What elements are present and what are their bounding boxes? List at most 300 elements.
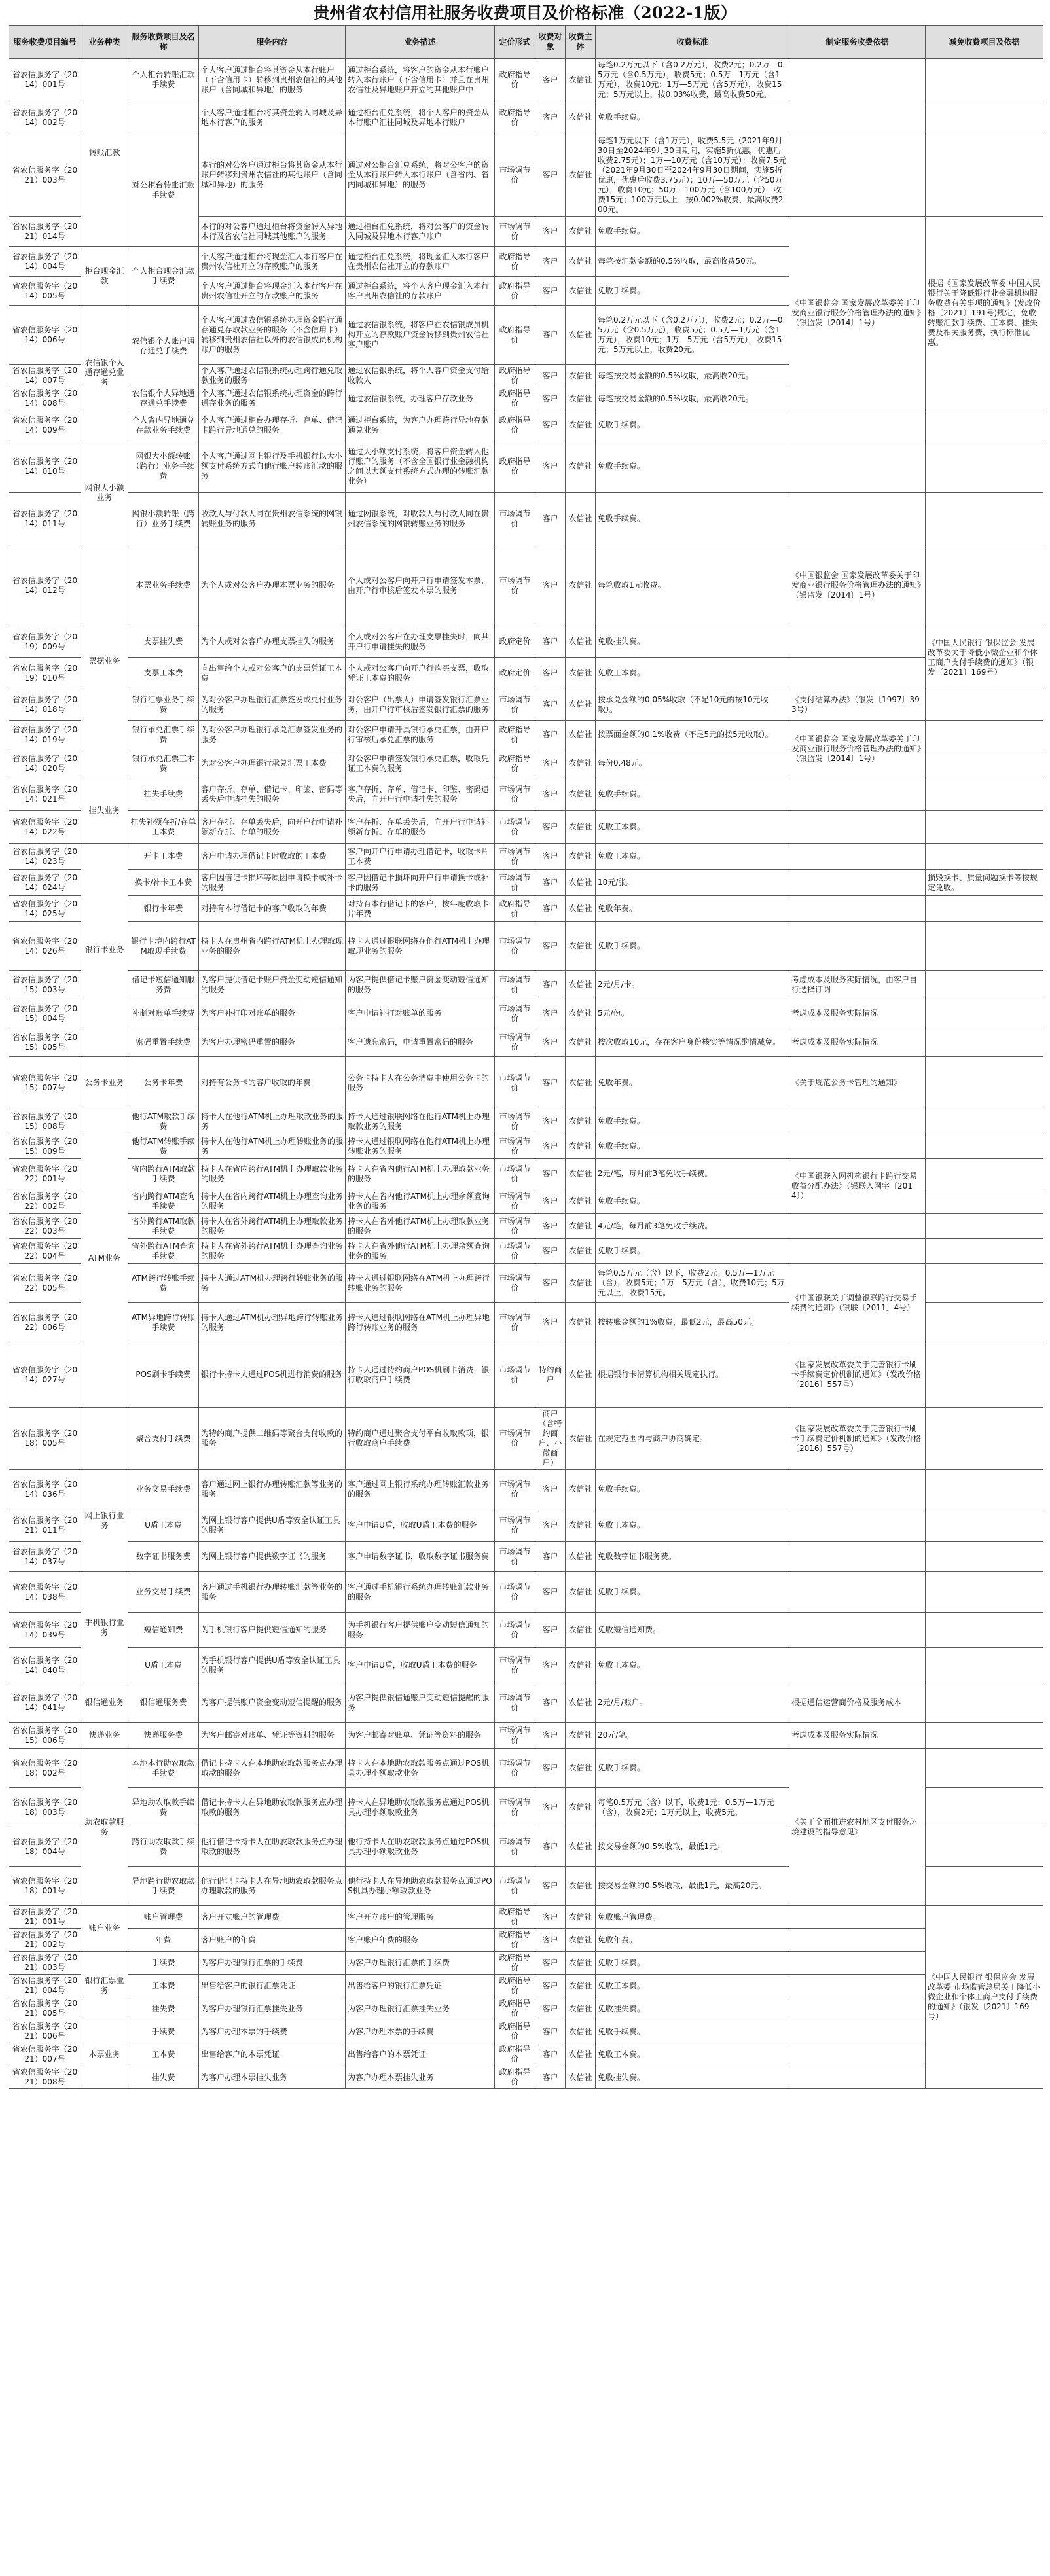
pricing-form-cell: 市场调节价 [495,545,535,626]
table-row [9,1109,1043,1134]
pricing-basis-cell: 《中国银监会 国家发展改革委关于印发商业银行服务价格管理办法的通知》（银监发〔2014〕1号） [789,545,926,626]
pricing-form-cell: 市场调节价 [495,971,535,999]
fee-id-cell: 省农信服务字（2019）009号 [9,626,81,658]
waiver-basis-cell [926,1572,1043,1613]
waiver-basis-cell: 根据《国家发展改革委 中国人民银行关于降低银行业金融机构服务收费有关事项的通知》(发改价格〔2021〕191号)规定，免收转账汇款手续费、工本费、挂失费及相关服务费，执行标准优惠。 [926,217,1043,410]
pricing-basis-cell: 《关于规范公务卡管理的通知》 [789,1057,926,1109]
waiver-basis-cell [926,545,1043,626]
charge-object-cell: 客户 [535,1303,566,1342]
charge-subject-cell: 农信社 [566,1028,596,1057]
pricing-form-cell: 市场调节价 [495,922,535,971]
charge-object-cell: 客户 [535,217,566,247]
charge-subject-cell: 农信社 [566,658,596,689]
business-desc-cell: 客户申请数字证书，收取数字证书服务费 [346,1542,495,1572]
waiver-basis-cell [926,1867,1043,1906]
charge-object-cell: 客户 [535,1028,566,1057]
charge-subject-cell: 农信社 [566,896,596,922]
pricing-basis-cell: 《关于全面推进农村地区支付服务环境建设的指导意见》 [789,1749,926,1906]
table-row [9,1749,1043,1788]
charge-subject-cell: 农信社 [566,1749,596,1788]
pricing-form-cell: 政府定价 [495,658,535,689]
charge-object-cell: 客户 [535,896,566,922]
table-row [9,545,1043,626]
business-desc-cell: 对持有本行借记卡的客户，按年度收取卡片年费 [346,896,495,922]
fee-id-cell: 省农信服务字（2021）007号 [9,2043,81,2066]
business-desc-cell: 对公客户申请签发银行承兑汇票，收取凭证工本费的服务 [346,749,495,778]
waiver-basis-cell [926,1342,1043,1408]
fee-standard-cell: 免收手续费。 [596,1134,789,1159]
charge-object-cell: 客户 [535,440,566,493]
fee-standard-cell: 免收挂失费。 [596,1997,789,2020]
business-type-cell: 柜台现金汇款 [81,247,128,306]
service-content-cell: 借记卡持卡人在本地助农取款服务点办理取款的服务 [199,1749,346,1788]
fee-id-cell: 省农信服务字（2022）004号 [9,1239,81,1264]
fee-id-cell: 省农信服务字（2014）018号 [9,689,81,721]
fee-name-cell: 换卡/补卡工本费 [128,870,199,896]
charge-subject-cell: 农信社 [566,1239,596,1264]
pricing-form-cell: 市场调节价 [495,217,535,247]
business-desc-cell: 持卡人通过银联网络在ATM机上办理异地跨行转账业务的服务 [346,1303,495,1342]
pricing-basis-cell: 《中国银监会 国家发展改革委关于印发商业银行服务价格管理办法的通知》（银监发〔2014〕1号） [789,721,926,778]
business-desc-cell: 持卡人通过特约商户POS机刷卡消费，银行收取商户手续费 [346,1342,495,1408]
business-desc-cell: 客户遗忘密码，申请重置密码的服务 [346,1028,495,1057]
business-type-cell: 票据业务 [81,545,128,778]
charge-object-cell: 客户 [535,721,566,749]
charge-subject-cell: 农信社 [566,1057,596,1109]
fee-name-cell: 银行卡境内跨行ATM取现手续费 [128,922,199,971]
table-row [9,971,1043,999]
business-type-cell: 公务卡业务 [81,1057,128,1109]
fee-name-cell: 公务卡年费 [128,1057,199,1109]
pricing-form-cell: 政府指导价 [495,896,535,922]
fee-name-cell: 业务交易手续费 [128,1470,199,1509]
business-desc-cell: 通过柜台汇兑系统，将个人客户的资金从本行账户汇往同城及异地本行账户 [346,101,495,134]
fee-standard-cell: 免收年费。 [596,1929,789,1952]
pricing-form-cell: 市场调节价 [495,1613,535,1648]
fee-standard-cell: 免收工本费。 [596,658,789,689]
fee-id-cell: 省农信服务字（2014）036号 [9,1470,81,1509]
pricing-basis-cell [789,2066,926,2089]
business-desc-cell: 客户申请U盾，收取U盾工本费的服务 [346,1648,495,1683]
table-row [9,59,1043,101]
service-content-cell: 为个人或对公客户办理本票业务的服务 [199,545,346,626]
service-content-cell: 对持有公务卡的客户收取的年费 [199,1057,346,1109]
waiver-basis-cell [926,1723,1043,1749]
fee-name-cell: 异地助农取款手续费 [128,1788,199,1827]
pricing-basis-cell: 考虑成本及服务实际情况 [789,999,926,1028]
business-desc-cell: 通过大小额支付系统，将客户资金转入他行账户的服务（不含全国银行业金融机构之间以大额支付系统方式办理的转账汇款业务） [346,440,495,493]
service-content-cell: 为客户提供账户资金变动短信提醒的服务 [199,1683,346,1723]
business-desc-cell: 通过对公柜台汇兑系统，将对公客户的资金从本行账户转入本行账户（含省内、省内同城和异地）的服务 [346,134,495,217]
charge-object-cell: 客户 [535,1189,566,1214]
charge-subject-cell: 农信社 [566,1509,596,1542]
pricing-basis-cell [789,1952,926,1975]
business-desc-cell: 持卡人在本地助农取款服务点通过POS机具办理小额取款业务 [346,1749,495,1788]
charge-object-cell: 客户 [535,306,566,365]
service-content-cell: 为手机银行客户提供U盾等安全认证工具的服务 [199,1648,346,1683]
header-cell: 收费主体 [566,26,596,59]
table-row [9,1572,1043,1613]
header-row [9,26,1043,59]
fee-standard-cell: 免收手续费。 [596,1470,789,1509]
service-content-cell: 为客户邮寄对账单、凭证等资料的服务 [199,1723,346,1749]
business-desc-cell: 为客户办理本票挂失业务 [346,2066,495,2089]
pricing-form-cell: 市场调节价 [495,844,535,870]
fee-id-cell: 省农信服务字（2021）003号 [9,134,81,217]
fee-standard-cell: 免收手续费。 [596,410,789,440]
fee-name-cell: 个人柜台现金汇款手续费 [128,247,199,306]
charge-object-cell: 客户 [535,2020,566,2043]
fee-standard-cell: 免收工本费。 [596,2043,789,2066]
pricing-basis-cell: 考虑成本及服务实际情况 [789,1723,926,1749]
business-desc-cell: 持卡人通过银联网络在他行ATM机上办理转账业务的服务 [346,1134,495,1159]
business-desc-cell: 客户申请U盾，收取U盾工本费的服务 [346,1509,495,1542]
service-content-cell: 为网上银行客户提供数字证书的服务 [199,1542,346,1572]
waiver-basis-cell [926,811,1043,844]
pricing-form-cell: 市场调节价 [495,1572,535,1613]
fee-standard-cell: 5元/份。 [596,999,789,1028]
table-row [9,440,1043,493]
pricing-form-cell: 市场调节价 [495,1159,535,1189]
fee-id-cell: 省农信服务字（2018）004号 [9,1827,81,1867]
waiver-basis-cell [926,1408,1043,1470]
waiver-basis-cell [926,1509,1043,1542]
service-content-cell: 为客户办理银行汇票挂失业务 [199,1997,346,2020]
table-body [9,59,1043,2089]
charge-subject-cell: 农信社 [566,1572,596,1613]
charge-object-cell: 客户 [535,277,566,306]
pricing-basis-cell [789,1906,926,1929]
waiver-basis-cell [926,1214,1043,1239]
pricing-form-cell: 市场调节价 [495,1057,535,1109]
fee-standard-cell: 每笔收取1元收费。 [596,545,789,626]
pricing-basis-cell [789,844,926,870]
fee-name-cell: 农信银个人账户通存通兑手续费 [128,306,199,387]
business-desc-cell: 客户账户年费的服务 [346,1929,495,1952]
fee-name-cell: 省内跨行ATM查询手续费 [128,1189,199,1214]
table-row [9,1952,1043,1975]
business-type-cell: 挂失业务 [81,778,128,844]
service-content-cell: 为客户办理本票的手续费 [199,2020,346,2043]
page-title: 贵州省农村信用社服务收费项目及价格标准（2022-1版） [313,3,737,22]
fee-table [9,25,1043,2089]
business-desc-cell: 出售给客户的本票凭证 [346,2043,495,2066]
pricing-form-cell: 市场调节价 [495,1827,535,1867]
business-desc-cell: 客户向开户行申请办理借记卡，收取卡片工本费 [346,844,495,870]
fee-standard-cell: 按承兑金额的0.05%收取（不足10元的按10元收取）。 [596,689,789,721]
pricing-form-cell: 市场调节价 [495,1028,535,1057]
pricing-basis-cell [789,493,926,545]
charge-object-cell: 客户 [535,387,566,410]
business-desc-cell: 为客户办理银行汇票挂失业务 [346,1997,495,2020]
fee-id-cell: 省农信服务字（2021）006号 [9,2020,81,2043]
fee-standard-cell: 每笔0.5万元（含）以下，收费1元；0.5万—1万元（含），收费2元；1万元以上，收费5元。 [596,1788,789,1827]
pricing-form-cell: 政府指导价 [495,2066,535,2089]
charge-object-cell: 客户 [535,811,566,844]
waiver-basis-cell: 《中国人民银行 银保监会 发展改革委 市场监管总局关于降低小微企业和个体工商户支付手续费的通知》（银发〔2021〕169号） [926,1906,1043,2089]
fee-standard-cell: 根据银行卡清算机构相关规定执行。 [596,1342,789,1408]
service-content-cell: 持卡人通过ATM机办理异地跨行转账业务的服务 [199,1303,346,1342]
business-type-cell: 网银大小额业务 [81,440,128,545]
waiver-basis-cell [926,1827,1043,1867]
table-row [9,689,1043,721]
charge-subject-cell: 农信社 [566,721,596,749]
table-row [9,1648,1043,1683]
table-row [9,1929,1043,1952]
charge-object-cell: 客户 [535,410,566,440]
fee-standard-cell: 每笔0.2万元以下（含0.2万元），收费2元；0.2万—0.5万元（含0.5万元），收费5元；0.5万—1万元（含1万元），收费10元；1万—5万元（含5万元），收费15元；5万元以上，按0.03%收费，最高收费50元。 [596,59,789,101]
waiver-basis-cell [926,1109,1043,1134]
fee-id-cell: 省农信服务字（2021）001号 [9,1906,81,1929]
charge-subject-cell: 农信社 [566,1214,596,1239]
charge-object-cell: 客户 [535,2043,566,2066]
pricing-form-cell: 市场调节价 [495,689,535,721]
fee-name-cell: 银行汇票业务手续费 [128,689,199,721]
charge-subject-cell: 农信社 [566,1134,596,1159]
waiver-basis-cell [926,896,1043,922]
fee-standard-cell: 4元/笔，每月前3笔免收手续费。 [596,1214,789,1239]
waiver-basis-cell [926,101,1043,134]
pricing-basis-cell: 《国家发展改革委关于完善银行卡刷卡手续费定价机制的通知》（发改价格〔2016〕557号） [789,1408,926,1470]
pricing-form-cell: 市场调节价 [495,1788,535,1827]
service-content-cell: 个人客户通过农信银系统办理跨行通兑取款业务的服务 [199,365,346,387]
pricing-form-cell: 政府定价 [495,626,535,658]
charge-object-cell: 客户 [535,1749,566,1788]
charge-subject-cell: 农信社 [566,971,596,999]
charge-object-cell: 客户 [535,1648,566,1683]
waiver-basis-cell [926,134,1043,217]
fee-name-cell: 网银大小额转账（跨行）业务手续费 [128,440,199,493]
waiver-basis-cell [926,1159,1043,1189]
fee-standard-cell: 20元/笔。 [596,1723,789,1749]
fee-id-cell: 省农信服务字（2014）006号 [9,306,81,365]
fee-standard-cell: 免收数字证书服务费。 [596,1542,789,1572]
charge-object-cell: 客户 [535,844,566,870]
service-content-cell: 个人客户通过柜台将其资金从本行账户（不含信用卡）转移到贵州农信社的其他账户（含同城和异地）的服务 [199,59,346,101]
pricing-form-cell: 政府指导价 [495,59,535,101]
service-content-cell: 持卡人在省内跨行ATM机上办理查询业务的服务 [199,1189,346,1214]
charge-subject-cell: 农信社 [566,922,596,971]
table-row [9,896,1043,922]
fee-id-cell: 省农信服务字（2014）039号 [9,1613,81,1648]
pricing-form-cell: 政府指导价 [495,365,535,387]
pricing-form-cell: 市场调节价 [495,1509,535,1542]
table-row [9,870,1043,896]
fee-standard-cell: 免收手续费。 [596,2020,789,2043]
pricing-form-cell: 政府指导价 [495,721,535,749]
fee-standard-cell: 2元/月/卡。 [596,971,789,999]
business-desc-cell: 通过柜台系统，将个人客户现金汇入本行客户贵州农信社的存款账户 [346,277,495,306]
fee-id-cell: 省农信服务字（2014）038号 [9,1572,81,1613]
fee-standard-cell: 按交易金额的0.5%收取，最低1元，最高20元。 [596,1867,789,1906]
fee-id-cell: 省农信服务字（2022）005号 [9,1264,81,1303]
charge-object-cell: 客户 [535,1827,566,1867]
business-type-cell [81,1408,128,1470]
waiver-basis-cell [926,1788,1043,1827]
business-desc-cell: 特约商户通过聚合支付平台收取款项，银行收取商户手续费 [346,1408,495,1470]
charge-object-cell: 客户 [535,1264,566,1303]
pricing-form-cell: 市场调节价 [495,1723,535,1749]
pricing-basis-cell [789,1648,926,1683]
waiver-basis-cell [926,1749,1043,1788]
waiver-basis-cell [926,999,1043,1028]
fee-standard-cell: 免收工本费。 [596,1975,789,1997]
charge-subject-cell: 农信社 [566,1975,596,1997]
business-desc-cell: 为客户提供银信通账户变动短信提醒的服务 [346,1683,495,1723]
charge-object-cell: 客户 [535,134,566,217]
fee-id-cell: 省农信服务字（2018）002号 [9,1749,81,1788]
pricing-basis-cell [789,1109,926,1134]
pricing-form-cell: 政府指导价 [495,1906,535,1929]
fee-standard-cell: 免收工本费。 [596,811,789,844]
pricing-form-cell: 政府指导价 [495,306,535,365]
charge-subject-cell: 农信社 [566,1470,596,1509]
pricing-form-cell: 市场调节价 [495,1648,535,1683]
charge-subject-cell: 农信社 [566,1408,596,1470]
business-desc-cell: 出售给客户的银行汇票凭证 [346,1975,495,1997]
pricing-basis-cell [789,410,926,440]
fee-name-cell: 挂失费 [128,2066,199,2089]
fee-name-cell: 借记卡短信通知服务费 [128,971,199,999]
pricing-basis-cell [789,1509,926,1542]
business-desc-cell: 为手机银行客户提供账户变动短信通知的服务 [346,1613,495,1648]
fee-standard-cell: 2元/月/账户。 [596,1683,789,1723]
fee-name-cell: 省外跨行ATM查询手续费 [128,1239,199,1264]
header-cell: 定价形式 [495,26,535,59]
charge-object-cell: 客户 [535,689,566,721]
fee-name-cell: 本地本行助农取款手续费 [128,1749,199,1788]
fee-id-cell: 省农信服务字（2014）037号 [9,1542,81,1572]
fee-standard-cell: 每笔按交易金额的0.5%收取，最高收20元。 [596,365,789,387]
service-content-cell: 个人客户通过农信银系统办理资金的跨行通存业务的服务 [199,387,346,410]
charge-object-cell: 客户 [535,971,566,999]
waiver-basis-cell [926,922,1043,971]
fee-id-cell: 省农信服务字（2021）005号 [9,1997,81,2020]
fee-id-cell: 省农信服务字（2014）011号 [9,493,81,545]
pricing-basis-cell: 《中国银监会 国家发展改革委关于印发商业银行服务价格管理办法的通知》（银监发〔2014〕1号） [789,217,926,410]
table-row [9,1408,1043,1470]
charge-subject-cell: 农信社 [566,1542,596,1572]
business-desc-cell: 客户开立账户的管理服务 [346,1906,495,1929]
table-row [9,2066,1043,2089]
business-desc-cell: 客户因借记卡损坏向开户行申请换卡或补卡的服务 [346,870,495,896]
pricing-form-cell: 市场调节价 [495,1189,535,1214]
charge-object-cell: 客户 [535,1867,566,1906]
charge-object-cell: 客户 [535,101,566,134]
fee-name-cell: 挂失手续费 [128,778,199,811]
pricing-form-cell: 市场调节价 [495,1214,535,1239]
fee-id-cell: 省农信服务字（2014）019号 [9,721,81,749]
waiver-basis-cell [926,1057,1043,1109]
waiver-basis-cell [926,1189,1043,1214]
fee-name-cell: 短信通知费 [128,1613,199,1648]
fee-id-cell: 省农信服务字（2018）005号 [9,1408,81,1470]
pricing-form-cell: 政府指导价 [495,410,535,440]
fee-name-cell: 银行承兑汇票手续费 [128,721,199,749]
charge-object-cell: 客户 [535,1906,566,1929]
service-content-cell: 为客户办理本票挂失业务 [199,2066,346,2089]
fee-standard-cell: 免收年费。 [596,896,789,922]
charge-subject-cell: 农信社 [566,59,596,101]
table-row [9,1470,1043,1509]
pricing-basis-cell [789,896,926,922]
business-desc-cell: 通过柜台汇兑系统，将现金汇入本行客户在贵州农信社开立的存款账户 [346,247,495,277]
business-desc-cell: 为客户办理本票的手续费 [346,2020,495,2043]
table-row [9,1342,1043,1408]
charge-subject-cell: 农信社 [566,1648,596,1683]
fee-name-cell: 快递服务费 [128,1723,199,1749]
fee-standard-cell: 按转账金额的1%收费，最低2元，最高50元。 [596,1303,789,1342]
business-type-cell: 银行卡业务 [81,844,128,1057]
charge-subject-cell: 农信社 [566,1827,596,1867]
charge-object-cell: 客户 [535,545,566,626]
charge-object-cell: 客户 [535,749,566,778]
business-desc-cell: 为客户办理银行汇票的手续费 [346,1952,495,1975]
fee-standard-cell: 免收手续费。 [596,101,789,134]
fee-id-cell: 省农信服务字（2022）003号 [9,1214,81,1239]
pricing-form-cell: 市场调节价 [495,778,535,811]
pricing-form-cell: 政府指导价 [495,1975,535,1997]
fee-standard-cell: 免收账户管理费。 [596,1906,789,1929]
pricing-basis-cell [789,778,926,811]
charge-subject-cell: 农信社 [566,1952,596,1975]
header-cell: 减免收费项目及依据 [926,26,1043,59]
service-content-cell: 持卡人在省外跨行ATM机上办理取款业务的服务 [199,1214,346,1239]
pricing-basis-cell [789,1542,926,1572]
business-desc-cell: 通过柜台系统，为客户办理跨行异地存款通兑业务 [346,410,495,440]
pricing-form-cell: 政府指导价 [495,101,535,134]
pricing-basis-cell: 《支付结算办法》（银发〔1997〕393号） [789,689,926,721]
fee-id-cell: 省农信服务字（2014）008号 [9,387,81,410]
business-desc-cell: 他行持卡人在异地助农取款服务点通过POS机具办理小额取款业务 [346,1867,495,1906]
fee-id-cell: 省农信服务字（2015）006号 [9,1723,81,1749]
pricing-form-cell: 市场调节价 [495,1109,535,1134]
charge-subject-cell: 农信社 [566,277,596,306]
service-content-cell: 个人客户通过网上银行及手机银行以大小额支付系统方式向他行账户转账汇款的服务 [199,440,346,493]
fee-name-cell: 跨行助农取款手续费 [128,1827,199,1867]
fee-standard-cell: 在规定范围内与商户协商确定。 [596,1408,789,1470]
charge-subject-cell: 农信社 [566,365,596,387]
service-content-cell: 个人客户通过农信银系统办理资金跨行通存通兑存取款业务的服务（不含信用卡）转移到贵州农信社以外的农信银成员机构账户的服务 [199,306,346,365]
charge-object-cell: 客户 [535,1997,566,2020]
business-desc-cell: 持卡人在省外他行ATM机上办理取款业务的服务 [346,1214,495,1239]
charge-object-cell: 客户 [535,1723,566,1749]
charge-subject-cell: 农信社 [566,306,596,365]
fee-standard-cell: 免收手续费。 [596,1109,789,1134]
fee-name-cell: 个人省内异地通兑存款业务手续费 [128,410,199,440]
fee-id-cell: 省农信服务字（2015）009号 [9,1134,81,1159]
service-content-cell: 为手机银行客户提供短信通知的服务 [199,1613,346,1648]
business-type-cell: 银行汇票业务 [81,1952,128,2020]
header-cell: 服务收费项目及名称 [128,26,199,59]
pricing-form-cell: 政府指导价 [495,749,535,778]
table-row [9,721,1043,749]
pricing-form-cell: 市场调节价 [495,1683,535,1723]
pricing-form-cell: 市场调节价 [495,1303,535,1342]
pricing-basis-cell: 《中国银联入网机构银行卡跨行交易收益分配办法》（银联入网字〔2014〕） [789,1159,926,1214]
fee-name-cell: 开卡工本费 [128,844,199,870]
pricing-form-cell: 市场调节价 [495,1134,535,1159]
service-content-cell: 客户账户的年费 [199,1929,346,1952]
fee-id-cell: 省农信服务字（2015）004号 [9,999,81,1028]
table-row [9,1028,1043,1057]
fee-name-cell: 网银小额转账（跨行）业务手续费 [128,493,199,545]
charge-object-cell: 客户 [535,1159,566,1189]
fee-name-cell: 农信银个人异地通存通兑手续费 [128,387,199,410]
fee-name-cell: 账户管理费 [128,1906,199,1929]
table-row [9,658,1043,689]
fee-name-cell: 他行ATM取款手续费 [128,1109,199,1134]
